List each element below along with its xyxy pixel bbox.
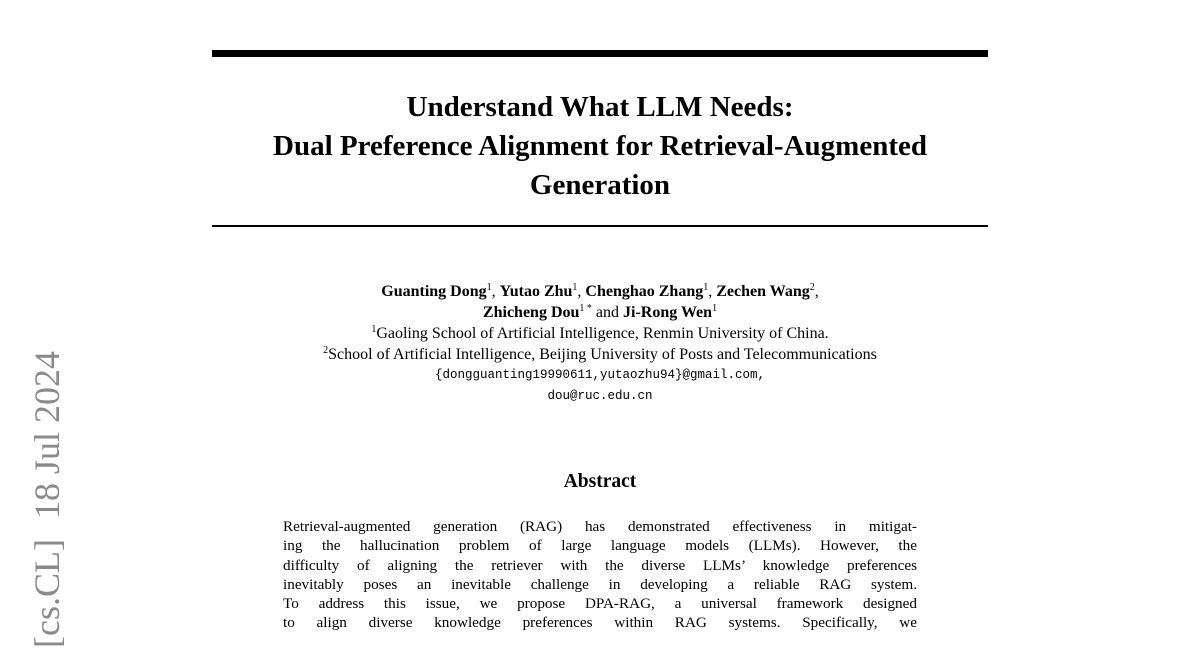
abstract-body (283, 517, 917, 633)
title-line-2: Dual Preference Alignment for Retrieval-Augmented (273, 130, 927, 162)
email-line-2: dou@ruc.edu.cn (547, 389, 653, 403)
author-name: Guanting Dong (381, 283, 487, 300)
arxiv-date: 18 Jul 2024 (27, 351, 67, 520)
author-name: Yutao Zhu (499, 283, 573, 300)
author-affil-mark: 1 (486, 282, 492, 293)
abstract-line: to align diverse knowledge preferences within RAG systems. Specifically, we (283, 614, 917, 632)
author-block (200, 281, 1000, 407)
affiliation-1 (200, 323, 1000, 344)
affiliation-text: Gaoling School of Artificial Intelligence, Renmin University of China. (376, 325, 829, 342)
title-line-1: Understand What LLM Needs: (406, 91, 794, 123)
affiliation-mark: 1 (371, 324, 377, 335)
author-line-1: Guanting Dong$^1$, Yutao Zhu$^1$, Chenghao Zhang$^1$, Zechen Wang$^2$, (381, 282, 819, 300)
author-affil-mark: 1 (712, 303, 718, 314)
paper-title (200, 88, 1000, 205)
email-line-1: {dongguanting19990611,yutaozhu94}@gmail.com, (434, 368, 766, 382)
author-name: Zhicheng Dou (482, 304, 580, 321)
arxiv-side-stamp (25, 331, 69, 648)
author-name: Ji-Rong Wen (623, 304, 713, 321)
author-conjunction: and (595, 304, 619, 321)
affiliation-text: School of Artificial Intelligence, Beijing University of Posts and Telecommunications (328, 346, 877, 363)
abstract-line: difficulty of aligning the retriever with the diverse LLMs’ knowledge preferences (283, 556, 917, 574)
abstract-line: Retrieval-augmented generation (RAG) has demonstrated effectiveness in mitigat- (283, 518, 917, 535)
title-line-3: Generation (529, 169, 671, 201)
abstract-heading: Abstract (563, 471, 637, 492)
author-affil-mark: 2 (809, 282, 815, 293)
affiliation-2 (200, 344, 1000, 365)
arxiv-category: [cs.CL] (27, 539, 67, 648)
affiliation-mark: 2 (323, 345, 329, 356)
author-affil-mark: 1 (572, 282, 578, 293)
abstract-line: To address this issue, we propose DPA-RAG, a universal framework designed (283, 595, 917, 613)
author-affil-mark: 1 (703, 282, 709, 293)
abstract-line: ing the hallucination problem of large language models (LLMs). However, the (283, 537, 917, 555)
author-line-2 (200, 302, 1000, 323)
author-name: Zechen Wang (716, 283, 810, 300)
title-bottom-rule (212, 225, 988, 227)
title-top-rule (212, 50, 988, 57)
author-name: Chenghao Zhang (585, 283, 704, 300)
abstract-line: inevitably poses an inevitable challenge in developing a reliable RAG system. (283, 575, 917, 593)
author-affil-mark: 1 * (579, 303, 592, 314)
